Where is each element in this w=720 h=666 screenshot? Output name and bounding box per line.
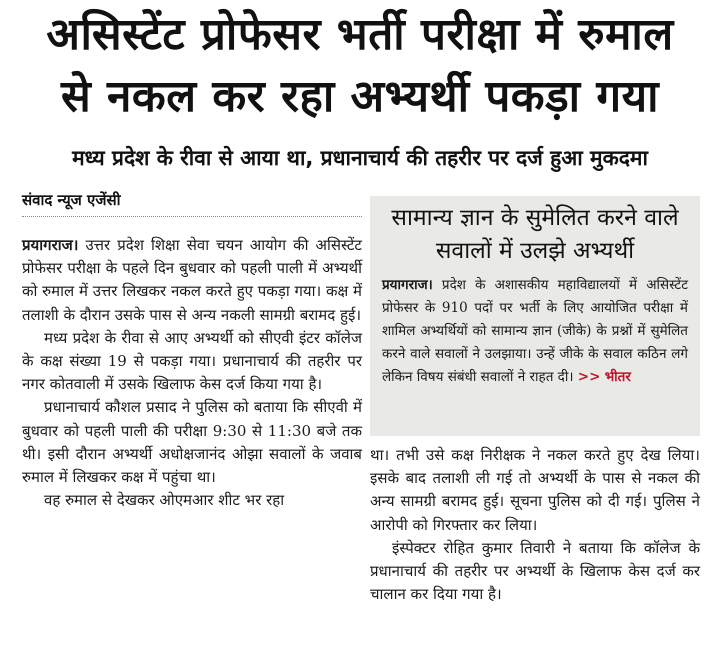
subheadline: मध्य प्रदेश के रीवा से आया था, प्रधानाचार्य की तहरीर पर दर्ज हुआ मुकदमा <box>72 146 648 170</box>
article-paragraph-5: था। तभी उसे कक्ष निरीक्षक ने नकल करते हुए देख लिया। इसके बाद तलाशी ली गई तो अभ्यर्थी के पास से नकल की अन्य सामग्री बरामद हुई। सूचना पुलिस को दी गई। पुलिस ने आरोपी को गिरफ्तार कर लिया। <box>370 446 700 534</box>
article-column-2 <box>370 444 700 606</box>
byline-divider <box>22 216 362 217</box>
byline: संवाद न्यूज एजेंसी <box>22 191 121 209</box>
article-paragraph-3: प्रधानाचार्य कौशल प्रसाद ने पुलिस को बताया कि सीएवी में बुधवार को पहली पाली की परीक्षा 9:30 से 11:30 बजे तक थी। इसी दौरान अभ्यर्थी अधोक्षजानंद ओझा सवालों के जवाब रुमाल में लिखकर कक्ष में पहुंचा था। <box>22 398 362 487</box>
article-paragraph-1 <box>22 234 362 327</box>
sidebar-dateline: प्रयागराज। <box>382 277 433 293</box>
article-paragraph-4: वह रुमाल से देखकर ओएमआर शीट भर रहा <box>44 491 285 510</box>
headline-line-2: से नकल कर रहा अभ्यर्थी पकड़ा गया <box>60 71 660 122</box>
article-paragraph-6: इंस्पेक्टर रोहित कुमार तिवारी ने बताया कि कॉलेज के प्रधानाचार्य की तहरीर पर अभ्यर्थी के खिलाफ केस दर्ज कर चालान कर दिया गया है। <box>370 538 700 604</box>
article-paragraph-1-text: उत्तर प्रदेश शिक्षा सेवा चयन आयोग की असिस्टेंट प्रोफेसर परीक्षा के पहले दिन बुधवार को पहली पाली में अभ्यर्थी को रुमाल में उत्तर लिखकर नकल करते हुए पकड़ा गया। कक्ष में तलाशी के दौरान उसके पास से अन्य नकली सामग्री बरामद हुई। <box>22 236 362 324</box>
article-dateline: प्रयागराज। <box>22 236 79 254</box>
article-paragraph-2: मध्य प्रदेश के रीवा से आए अभ्यर्थी को सीएवी इंटर कॉलेज के कक्ष संख्या 19 से पकड़ा गया। प्रधानाचार्य की तहरीर पर नगर कोतवाली में उसके खिलाफ केस दर्ज किया गया है। <box>22 328 362 394</box>
sidebar-box <box>370 196 700 436</box>
headline-line-1: असिस्टेंट प्रोफेसर भर्ती परीक्षा में रुमाल <box>46 9 674 60</box>
sidebar-body <box>382 274 688 389</box>
sidebar-title: सामान्य ज्ञान के सुमेलित करने वाले सवालों में उलझे अभ्यर्थी <box>391 205 679 264</box>
sidebar-body-text: प्रदेश के अशासकीय महाविद्यालयों में असिस्टेंट प्रोफेसर के 910 पदों पर भर्ती के लिए आयोजित परीक्षा में शामिल अभ्यर्थियों को सामान्य ज्ञान (जीके) के प्रश्नों में सुमेलित करने वाले सवालों ने उलझाया। उन्हें जीके के सवाल कठिन लगे लेकिन विषय संबंधी सवालों ने राहत दी। <box>382 277 688 385</box>
read-more-link[interactable]: भीतर <box>604 369 631 385</box>
article-column-1 <box>22 234 362 512</box>
more-arrow-icon: >> <box>577 369 601 385</box>
